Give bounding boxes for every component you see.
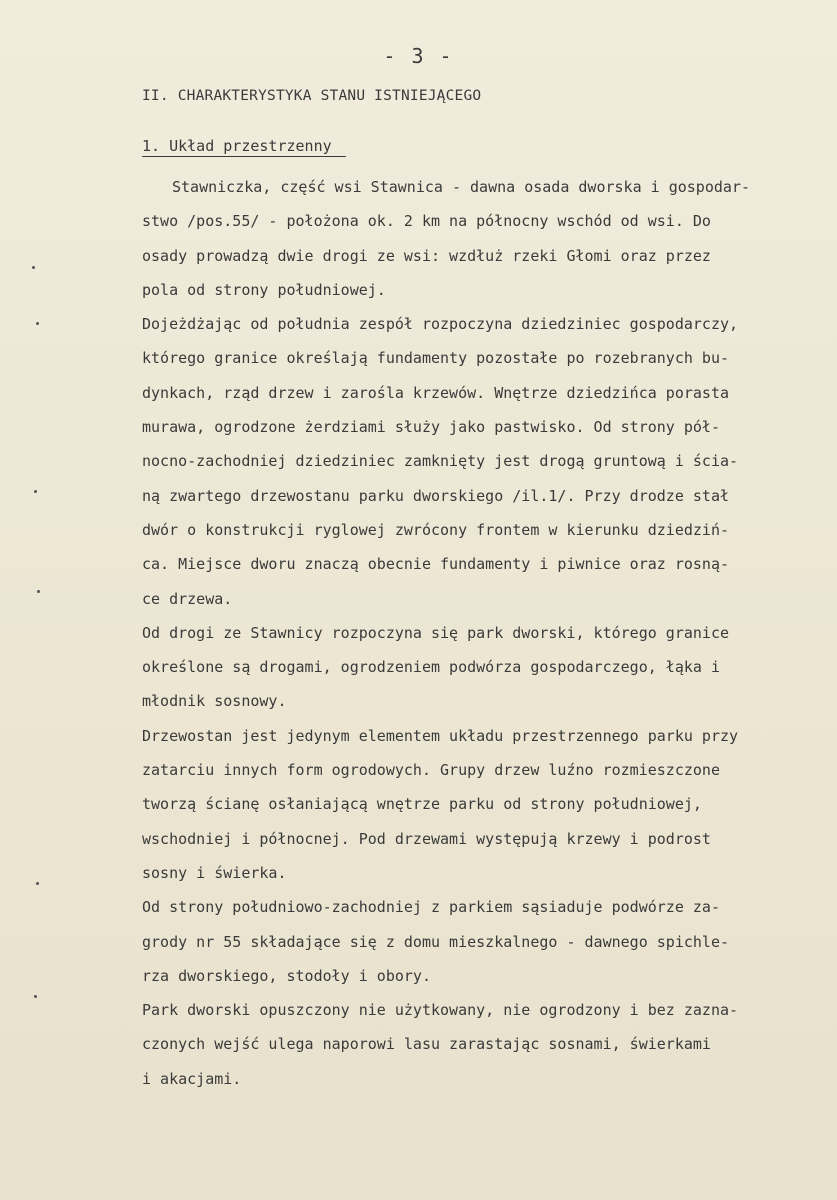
- body-text: [142, 170, 832, 1096]
- chapter-heading: II. CHARAKTERYSTYKA STANU ISTNIEJĄCEGO: [142, 88, 482, 104]
- margin-speck: [34, 995, 37, 998]
- text-line: którego granice określają fundamenty pozostałe po rozebranych bu-: [142, 349, 729, 368]
- text-line: wschodniej i północnej. Pod drzewami występują krzewy i podrost: [142, 829, 711, 848]
- text-line: Stawniczka, część wsi Stawnica - dawna osada dworska i gospodar-: [172, 178, 750, 196]
- text-line: młodnik sosnowy.: [142, 692, 287, 711]
- text-line: Park dworski opuszczony nie użytkowany, nie ogrodzony i bez zazna-: [142, 1001, 739, 1020]
- text-line: Dojeżdżając od południa zespół rozpoczyna dziedziniec gospodarczy,: [142, 315, 739, 334]
- text-line: określone są drogami, ogrodzeniem podwórza gospodarczego, łąka i: [142, 658, 720, 677]
- text-line: Drzewostan jest jedynym elementem układu przestrzennego parku przy: [142, 726, 739, 745]
- text-line: murawa, ogrodzone żerdziami służy jako pastwisko. Od strony pół-: [142, 418, 720, 437]
- margin-speck: [36, 882, 39, 885]
- margin-speck: [34, 490, 37, 493]
- text-line: ce drzewa.: [142, 589, 233, 608]
- text-line: stwo /pos.55/ - położona ok. 2 km na północny wschód od wsi. Do: [142, 212, 711, 231]
- text-line: sosny i świerka.: [142, 863, 287, 882]
- page-number: - 3 -: [383, 44, 454, 68]
- text-line: ną zwartego drzewostanu parku dworskiego /il.1/. Przy drodze stał: [142, 486, 729, 505]
- text-line: czonych wejść ulega naporowi lasu zarastając sosnami, świerkami: [142, 1035, 711, 1054]
- text-line: Od drogi ze Stawnicy rozpoczyna się park dworski, którego granice: [142, 623, 729, 642]
- text-line: tworzą ścianę osłaniającą wnętrze parku od strony południowej,: [142, 795, 702, 814]
- text-line: Od strony południowo-zachodniej z parkiem sąsiaduje podwórze za-: [142, 898, 720, 917]
- text-line: grody nr 55 składające się z domu mieszkalnego - dawnego spichle-: [142, 932, 729, 951]
- text-line: ca. Miejsce dworu znaczą obecnie fundamenty i piwnice oraz rosną-: [142, 555, 729, 574]
- margin-speck: [37, 590, 40, 593]
- section-heading: 1. Układ przestrzenny: [142, 137, 346, 157]
- text-line: pola od strony południowej.: [142, 280, 386, 299]
- text-line: dwór o konstrukcji ryglowej zwrócony frontem w kierunku dziedziń-: [142, 520, 729, 539]
- text-line: zatarciu innych form ogrodowych. Grupy drzew luźno rozmieszczone: [142, 761, 720, 780]
- section-heading-wrapper: [142, 137, 346, 157]
- text-line: i akacjami.: [142, 1069, 242, 1088]
- text-line: nocno-zachodniej dziedziniec zamknięty jest drogą gruntową i ścia-: [142, 452, 739, 471]
- margin-speck: [36, 322, 39, 325]
- text-line: osady prowadzą dwie drogi ze wsi: wzdłuż rzeki Głomi oraz przez: [142, 246, 711, 265]
- margin-speck: [32, 266, 35, 269]
- text-line: dynkach, rząd drzew i zarośla krzewów. Wnętrze dziedzińca porasta: [142, 383, 729, 402]
- text-line: rza dworskiego, stodoły i obory.: [142, 966, 431, 985]
